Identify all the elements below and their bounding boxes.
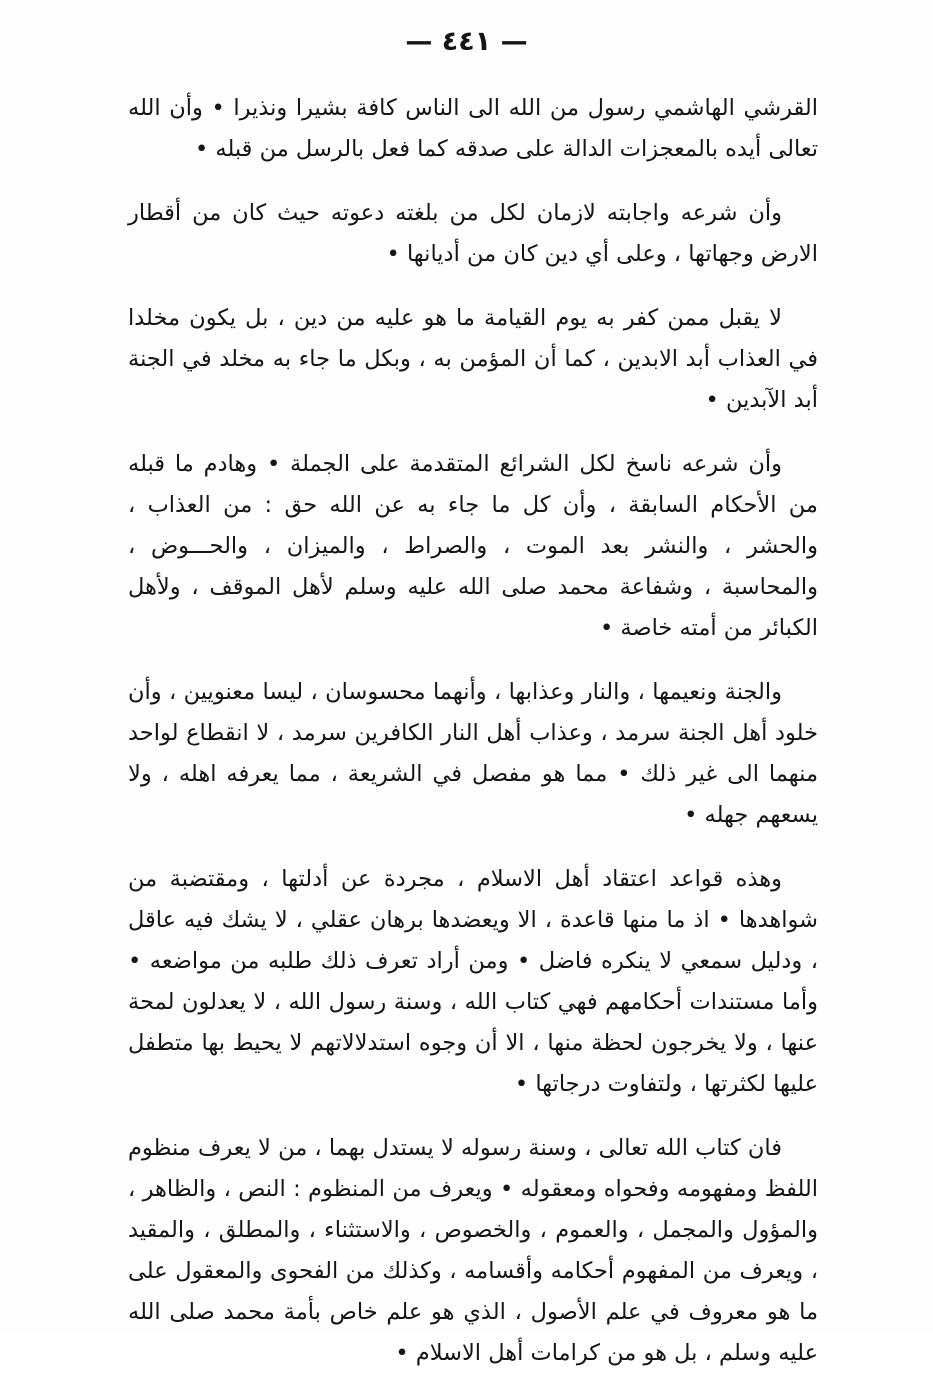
- page-number: — ٤٤١ —: [405, 26, 528, 57]
- paragraph-1: القرشي الهاشمي رسول من الله الى الناس كافة بشيرا ونذيرا • وأن الله تعالى أيده بالمعجزات الدالة على صدقه كما فعل بالرسل من قبله •: [128, 95, 818, 162]
- paragraph-6: وهذه قواعد اعتقاد أهل الاسلام ، مجردة عن أدلتها ، ومقتضبة من شواهدها • اذ ما منها قاعدة ، الا ويعضدها برهان عقلي ، لا يشك فيه عاقل ، ودليل سمعي لا ينكره فاضل • ومن أراد تعرف ذلك طلبه من مواضعه • وأما مستندات أحكامهم فهي كتاب الله ، وسنة رسول الله ، لا يعدلون لمحة عنها ، ولا يخرجون لحظة منها ، الا أن وجوه استدلالاتهم لا يحيط بها متطفل عليها لكثرتها ، ولتفاوت درجاتها •: [128, 866, 818, 1097]
- paragraph-4: وأن شرعه ناسخ لكل الشرائع المتقدمة على الجملة • وهادم ما قبله من الأحكام السابقة ، وأن كل ما جاء به عن الله حق : من العذاب ، والحشر ، والنشر بعد الموت ، والصراط ، والميزان ، والحـــوض ، والمحاسبة ، وشفاعة محمد صلى الله عليه وسلم لأهل الموقف ، ولأهل الكبائر من أمته خاصة •: [128, 451, 818, 641]
- page-body: [128, 88, 818, 1374]
- paragraph-3: لا يقبل ممن كفر به يوم القيامة ما هو عليه من دين ، بل يكون مخلدا في العذاب أبد الابدين ، كما أن المؤمن به ، وبكل ما جاء به مخلد في الجنة أبد الآبدين •: [128, 305, 818, 413]
- paragraph-2: وأن شرعه واجابته لازمان لكل من بلغته دعوته حيث كان من أقطار الارض وجهاتها ، وعلى أي دين كان من أديانها •: [128, 200, 818, 267]
- paragraph-7: فان كتاب الله تعالى ، وسنة رسوله لا يستدل بهما ، من لا يعرف منظوم اللفظ ومفهومه وفحواه ومعقوله • ويعرف من المنظوم : النص ، والظاهر ، والمؤول والمجمل ، والعموم ، والخصوص ، والاستثناء ، والمطلق ، والمقيد ، ويعرف من المفهوم أحكامه وأقسامه ، وكذلك من الفحوى والمعقول على ما هو معروف في علم الأصول ، الذي هو علم خاص بأمة محمد صلى الله عليه وسلم ، بل هو من كرامات أهل الاسلام •: [128, 1135, 818, 1366]
- paragraph-5: والجنة ونعيمها ، والنار وعذابها ، وأنهما محسوسان ، ليسا معنويين ، وأن خلود أهل الجنة سرمد ، وعذاب أهل النار الكافرين سرمد ، لا انقطاع لواحد منهما الى غير ذلك • مما هو مفصل في الشريعة ، مما يعرفه اهله ، ولا يسعهم جهله •: [128, 679, 818, 828]
